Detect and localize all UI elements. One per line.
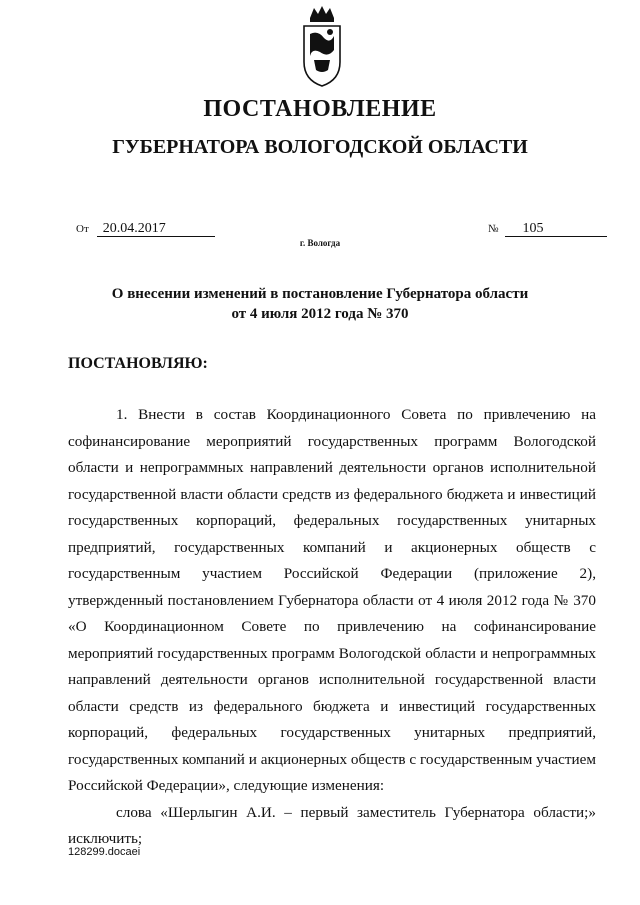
document-issuer: ГУБЕРНАТОРА ВОЛОГОДСКОЙ ОБЛАСТИ <box>112 136 528 158</box>
number-value: 105 <box>505 221 607 237</box>
city-label: г. Вологда <box>299 238 341 248</box>
date-value: 20.04.2017 <box>97 221 215 237</box>
document-body <box>68 402 596 853</box>
number-label: № <box>488 223 499 235</box>
body-paragraph-2: слова «Шерлыгин А.И. – первый заместитель Губернатора области;» исключить; <box>68 803 596 847</box>
vologda-coat-of-arms-icon <box>300 4 344 88</box>
subject-line-1: О внесении изменений в постановление Губернатора области <box>111 286 529 302</box>
decree-heading: ПОСТАНОВЛЯЮ: <box>68 355 208 372</box>
date-field <box>76 220 215 237</box>
document-title: ПОСТАНОВЛЕНИЕ <box>203 96 437 122</box>
document-subject <box>60 284 580 324</box>
body-paragraph-1: 1. Внести в состав Координационного Совета по привлечению на софинансирование мероприятий государственных программ Вологодской области и непрограммных направлений деятельности органов исполнительной государственной власти области средств из федерального бюджета и инвестиций государственных корпораций, федеральных государственных унитарных предприятий, государственных компаний и акционерных обществ с государственным участием Российской Федерации (приложение 2), утвержденный постановлением Губернатора области от 4 июля 2012 года № 370 «О Координационном Совете по привлечению на софинансирование мероприятий государственных программ Вологодской области и непрограммных направлений деятельности органов исполнительной государственной власти области средств из федерального бюджета и инвестиций государственных корпораций, федеральных государственных унитарных предприятий, государственных компаний и акционерных обществ с государственным участием Российской Федерации», следующие изменения: <box>68 406 596 794</box>
subject-line-2: от 4 июля 2012 года № 370 <box>231 306 409 322</box>
document-file-id: 128299.docaei <box>68 846 141 858</box>
number-field <box>488 220 607 237</box>
date-label: От <box>76 223 89 235</box>
